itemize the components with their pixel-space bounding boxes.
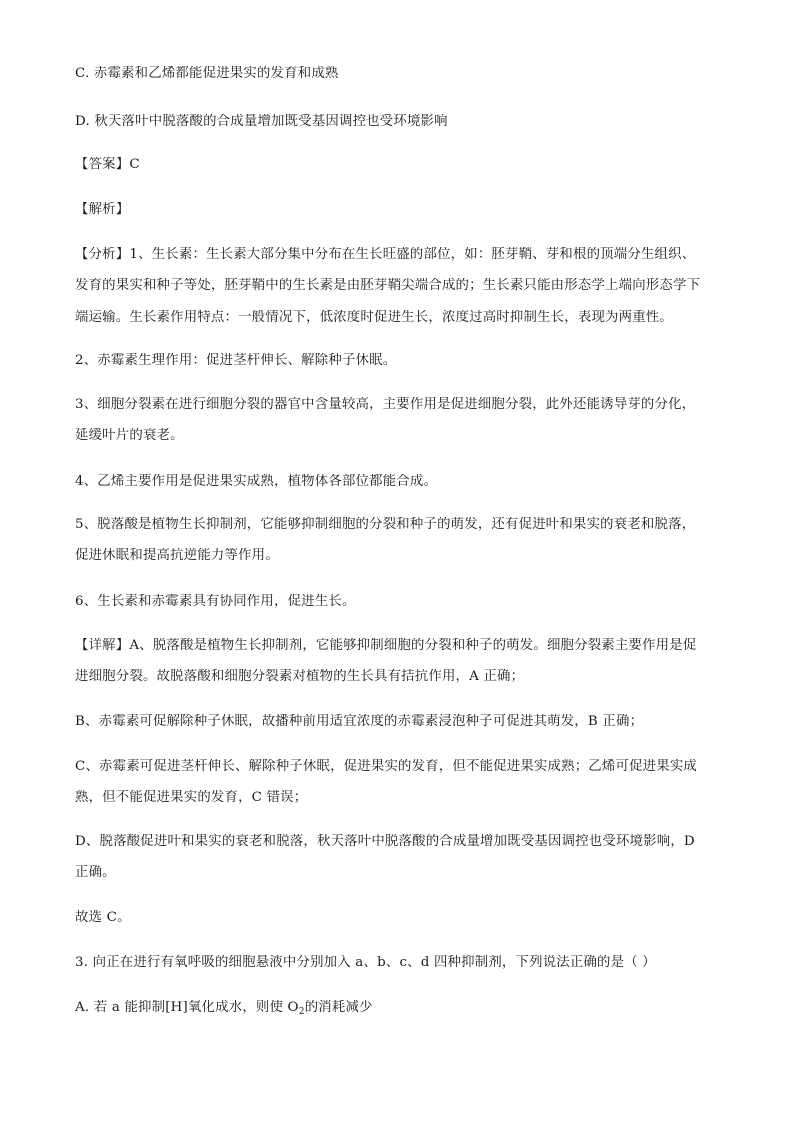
answer-line: 【答案】C: [75, 157, 140, 172]
point-3-line: 3、细胞分裂素在进行细胞分裂的器官中含量较高，主要作用是促进细胞分裂，此外还能诱导芽的分化，: [75, 397, 696, 412]
option-3a-suffix: 的消耗减少: [304, 1000, 373, 1015]
option-3a: [75, 1000, 725, 1017]
detail-a-line: 进细胞分裂。故脱落酸和细胞分裂素对植物的生长具有拮抗作用，A 正确；: [75, 669, 525, 684]
option-c: C. 赤霉素和乙烯都能促进果实的发育和成熟: [75, 66, 339, 81]
detail-b: B、赤霉素可促解除种子休眠，故播种前用适宜浓度的赤霉素浸泡种子可促进其萌发，B 正确；: [75, 714, 644, 729]
detail-d-line: 正确。: [75, 865, 116, 880]
point-4: 4、乙烯主要作用是促进果实成熟，植物体各部位都能合成。: [75, 474, 438, 489]
detail-d-line: D、脱落酸促进叶和果实的衰老和脱落，秋天落叶中脱落酸的合成量增加既受基因调控也受环境影响，D: [75, 834, 695, 849]
detail-c-line: 熟，但不能促进果实的发育，C 错误；: [75, 790, 308, 805]
point-3-line: 延缓叶片的衰老。: [75, 428, 184, 443]
analysis-line: 发育的果实和种子等处，胚芽鞘中的生长素是由胚芽鞘尖端合成的；生长素只能由形态学上端向形态学下: [75, 278, 701, 293]
point-5-line: 促进休眠和提高抗逆能力等作用。: [75, 548, 279, 563]
analysis-line: 【分析】1、生长素：生长素大部分集中分布在生长旺盛的部位，如：胚芽鞘、芽和根的顶端分生组织、: [75, 247, 696, 262]
question-3: 3. 向正在进行有氧呼吸的细胞悬液中分别加入 a、b、c、d 四种抑制剂，下列说法正确的是（ ）: [75, 955, 656, 970]
option-3a-text: A. 若 a 能抑制[H]氧化成水，则使 O: [75, 1000, 299, 1015]
detail-c-line: C、赤霉素可促进茎杆伸长、解除种子休眠，促进果实的发育，但不能促进果实成熟；乙烯可促进果实成: [75, 759, 698, 774]
detail-a-line: 【详解】A、脱落酸是植物生长抑制剂，它能够抑制细胞的分裂和种子的萌发。细胞分裂素主要作用是促: [75, 638, 697, 653]
option-3a-subscript: 2: [298, 1007, 305, 1017]
point-2: 2、赤霉素生理作用：促进茎杆伸长、解除种子休眠。: [75, 353, 397, 368]
analysis-line: 端运输。生长素作用特点：一般情况下，低浓度时促进生长，浓度过高时抑制生长，表现为两重性。: [75, 310, 673, 325]
point-6: 6、生长素和赤霉素具有协同作用，促进生长。: [75, 594, 356, 609]
point-5-line: 5、脱落酸是植物生长抑制剂，它能够抑制细胞的分裂和种子的萌发，还有促进叶和果实的衰老和脱落，: [75, 517, 696, 532]
option-d: D. 秋天落叶中脱落酸的合成量增加既受基因调控也受环境影响: [75, 114, 448, 129]
analysis-heading: 【解析】: [75, 202, 130, 217]
conclusion: 故选 C。: [75, 910, 131, 925]
